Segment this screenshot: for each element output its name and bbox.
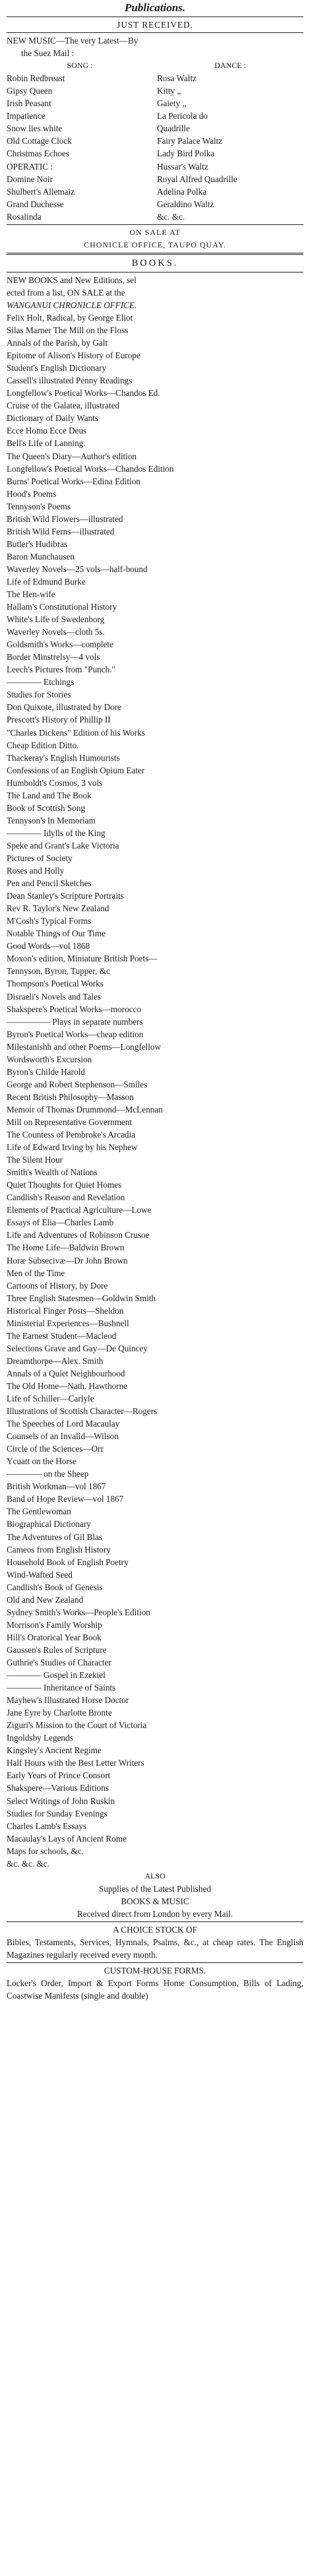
- book-list-item: Pen and Pencil Sketches: [7, 878, 92, 889]
- book-list-item: British Wild Flowers—illustrated: [7, 513, 123, 524]
- books-heading: BOOKS.: [131, 257, 179, 269]
- book-list-item: Household Book of English Poetry: [7, 1557, 129, 1567]
- book-list-item: Half Hours with the Best Letter Writers: [7, 1758, 144, 1768]
- music-intro-line-1: NEW MUSIC—The very Latest—By: [7, 36, 139, 46]
- book-list-item: The Adventures of Gil Blas: [7, 1531, 103, 1542]
- book-list-item: Felix Holt, Radical, by George Eliot: [7, 312, 133, 323]
- book-list-item: Tennyson's Poems: [7, 501, 71, 511]
- book-list-item: The Queen's Diary—Author's edition: [7, 451, 137, 461]
- book-list-item: The Home Life—Baldwin Brown: [7, 1242, 125, 1253]
- book-list-item: Early Years of Prince Consort: [7, 1770, 111, 1781]
- music-intro: [7, 34, 303, 59]
- music-dance-item: Adelina Polka: [157, 186, 207, 197]
- book-list-item: Ecce Homo Ecce Deus: [7, 426, 87, 436]
- music-dance-item: Hussar's Waltz: [157, 161, 208, 172]
- book-list-item: Hill's Oratorical Year Book: [7, 1632, 102, 1642]
- book-list-item: Annals of the Parish, by Galt: [7, 338, 108, 348]
- book-list-item: Wind-Wafted Seed: [7, 1569, 73, 1580]
- book-list-item: Goldsmith's Works—complete: [7, 639, 113, 650]
- music-song-item: Gipsy Queen: [7, 86, 53, 96]
- book-list-item: Three English Statesmen—Goldwin Smith: [7, 1293, 156, 1303]
- book-list-item: The Countess of Pembroke's Arcadia: [7, 1130, 136, 1140]
- book-list-item: The Earnest Student—Macleod: [7, 1330, 117, 1341]
- book-list-item: Roses and Holly: [7, 866, 65, 876]
- book-list-item: Moxon's edition, Miniature British Poets—: [7, 953, 158, 964]
- book-list-item: Quiet Thoughts for Quiet Homes: [7, 1180, 122, 1190]
- on-sale-line-1: ON SALE AT: [129, 227, 181, 237]
- book-list-item: Cartoons of History, by Dore: [7, 1280, 108, 1291]
- book-list-item: ———— Gospel in Ezekiel: [7, 1670, 106, 1681]
- music-list: [7, 59, 303, 72]
- divider: [7, 16, 303, 17]
- book-list-item: Pictures of Society: [7, 853, 73, 863]
- books-intro-line-1: NEW BOOKS and New Editions, sel: [7, 274, 137, 285]
- supplies-line-2: BOOKS & MUSIC: [121, 1896, 189, 1906]
- book-list-item: Byron's Childe Harold: [7, 1066, 85, 1077]
- double-divider: [7, 253, 303, 255]
- book-list-item: Wordsworth's Excursion: [7, 1054, 92, 1064]
- book-list-item: Macaulay's Lays of Ancient Rome: [7, 1833, 127, 1844]
- book-list-item: Essays of Elia—Charles Lamb: [7, 1217, 114, 1228]
- book-list-item: Cameos from English History: [7, 1544, 111, 1555]
- book-list-item: Book of Scottish Song: [7, 802, 86, 813]
- book-list-item: Thackeray's English Humourists: [7, 752, 120, 763]
- book-list-item: Selections Grave and Gay—De Quincey: [7, 1343, 148, 1353]
- book-list-item: Sydney Smith's Works—People's Edition: [7, 1607, 150, 1617]
- book-list-item: Illustrations of Scottish Character—Rogers: [7, 1406, 158, 1417]
- book-list-item: Student's English Dictionary: [7, 363, 107, 373]
- book-list-item: Life of Edward Irving by his Nephew: [7, 1142, 138, 1153]
- choice-text: Bibles, Testaments, Services, Hymnals, Psalms, &c., at cheap rates. The English Magazines regularly received every month.: [7, 1937, 303, 1960]
- book-list-item: Ycuatt on the Horse: [7, 1456, 77, 1467]
- book-list-item: The Land and The Book: [7, 790, 92, 800]
- book-list-item: Life of Schiller—Carlyle: [7, 1394, 94, 1404]
- book-list-item: Horæ Subsecivæ—Dr John Brown: [7, 1255, 128, 1266]
- supplies-line-1: Supplies of the Latest Published: [99, 1883, 211, 1894]
- music-rows: [7, 72, 303, 223]
- books-intro-line-2: ected from a list, ON SALE at the: [7, 287, 125, 298]
- book-list-item: Charles Lamb's Essays: [7, 1820, 87, 1831]
- book-list-item: The Speeches of Lord Macaulay: [7, 1419, 120, 1429]
- book-list-item: Good Words—vol 1868: [7, 941, 90, 951]
- music-intro-line-2: the Suez Mail :: [21, 48, 75, 59]
- book-list-item: Speke and Grant's Lake Victoria: [7, 840, 119, 851]
- music-song-item: OPERATIC :: [7, 161, 53, 172]
- book-list-item: Ingoldsby Legends: [7, 1733, 73, 1743]
- music-song-item: Rosalinda: [7, 211, 42, 222]
- book-list-item: Border Minstrelsy—4 vols: [7, 652, 100, 662]
- book-list-item: British Workman—vol 1867: [7, 1481, 106, 1492]
- music-dance-item: &c. &c.: [157, 211, 185, 222]
- book-list-item: Studies for Sunday Evenings: [7, 1808, 108, 1819]
- book-list-item: Dreamthorpe—Alex. Smith: [7, 1355, 104, 1366]
- book-list-item: Memoir of Thomas Drummond—McLennan: [7, 1104, 163, 1114]
- book-list-item: Mayhew's Illustrated Horse Doctor: [7, 1695, 129, 1706]
- music-song-item: Snow lies white: [7, 123, 63, 134]
- book-list-item: Morrison's Family Worship: [7, 1619, 102, 1630]
- book-list-item: Recent British Philosophy—Masson: [7, 1091, 134, 1102]
- book-list-item: Silas Marner The Mill on the Floss: [7, 325, 129, 336]
- book-list-item: The Old Home—Nath. Hawthorne: [7, 1380, 128, 1391]
- music-dance-item: La Pericola do: [157, 111, 208, 121]
- book-list-item: Annals of a Quiet Neighbourhood: [7, 1368, 125, 1378]
- book-list-item: George and Robert Stephenson—Smiles: [7, 1079, 148, 1089]
- book-list-item: Ziguri's Mission to the Court of Victoria: [7, 1720, 147, 1731]
- book-list-item: Mill on Representative Government: [7, 1116, 133, 1127]
- book-list-item: Disraeli's Novels and Tales: [7, 991, 101, 1002]
- divider: [7, 1962, 303, 1963]
- book-list-item: White's Life of Swedenborg: [7, 614, 105, 625]
- book-list-item: The Hen-wife: [7, 589, 55, 600]
- book-list-item: Hallam's Constitutional History: [7, 602, 117, 612]
- book-list-item: Waverley Novels—25 vols—half-bound: [7, 564, 148, 574]
- book-list-item: Rev R. Taylor's New Zealand: [7, 903, 109, 914]
- book-list-item: Circle of the Sciences—Orr: [7, 1444, 104, 1454]
- book-list-item: Bell's Life of Lanning.: [7, 438, 86, 449]
- book-list-item: Candlish's Book of Genesis: [7, 1582, 103, 1592]
- divider: [7, 32, 303, 33]
- book-list-item: Prescott's History of Phillip II: [7, 715, 111, 725]
- music-song-item: Shulbert's Allemaiz: [7, 186, 75, 197]
- book-list-item: Old and New Zealand: [7, 1594, 84, 1605]
- book-list-item: Epitome of Alison's History of Europe: [7, 350, 140, 361]
- book-list-item: Leech's Pictures from "Punch.": [7, 664, 115, 675]
- book-list-item: Cassell's illustrated Penny Readings: [7, 375, 133, 386]
- book-list-item: Kingsley's Ancient Regime: [7, 1745, 102, 1756]
- also-label: ALSO: [144, 1871, 166, 1881]
- book-list-item: Ministerial Experiences—Bushnell: [7, 1318, 129, 1328]
- book-list-item: Tennyson, Byron, Tupper, &c: [7, 966, 110, 977]
- music-dance-item: Quadrille: [157, 123, 190, 134]
- book-list-item: Tennyson's In Memoriam: [7, 815, 96, 825]
- book-list-item: ———— Etchings: [7, 677, 75, 688]
- music-song-item: Impatience: [7, 111, 46, 121]
- book-list-item: Thompson's Poetical Works: [7, 979, 104, 989]
- column-title: Publications.: [124, 1, 186, 14]
- book-list-item: Gaussen's Rules of Scripture: [7, 1644, 107, 1655]
- book-list-item: The Gentlewoman: [7, 1506, 71, 1517]
- book-list-item: Cruise of the Galatea, illustrated: [7, 401, 120, 411]
- music-dance-item: Royal Alfred Quadrille: [157, 174, 237, 184]
- book-list-item: Baron Munchausen: [7, 551, 75, 562]
- book-list-item: Smith's Wealth of Nations: [7, 1167, 98, 1178]
- music-header-song: SONG :: [67, 61, 93, 71]
- book-list-item: ———— Inheritance of Saints: [7, 1683, 116, 1693]
- divider: [7, 224, 303, 225]
- book-list-item: Jane Eyre by Charlotte Bronte: [7, 1708, 112, 1718]
- book-list-item: Elements of Practical Agriculture—Lowe: [7, 1205, 152, 1215]
- books-intro: [7, 274, 303, 311]
- book-list-item: Candlish's Reason and Revelation: [7, 1192, 125, 1203]
- music-dance-item: Rosa Waltz: [157, 73, 197, 84]
- book-list-item: ————— Plays in separate numbers: [7, 1016, 143, 1027]
- book-list-item: Waverley Novels—cloth 5s.: [7, 627, 105, 637]
- book-list-item: British Wild Ferns—illustrated: [7, 526, 115, 536]
- book-list-item: Men of the Time: [7, 1268, 65, 1278]
- book-list-item: Byron's Poetical Works—cheap edition: [7, 1029, 144, 1039]
- music-dance-item: Geraldino Waltz: [157, 199, 214, 209]
- on-sale-line-2: CHONICLE OFFICE, TAUPO QUAY.: [84, 240, 226, 249]
- book-list-item: Band of Hope Review—vol 1867: [7, 1494, 124, 1504]
- music-song-item: Irish Peasant: [7, 98, 51, 109]
- book-list-item: Life of Edmund Burke: [7, 576, 86, 587]
- just-received-heading: JUST RECEIVED.: [117, 20, 193, 30]
- book-list-item: Cheap Edition Ditto.: [7, 740, 79, 750]
- music-song-item: Domine Noir: [7, 174, 53, 184]
- book-list-item: Dean Stanley's Scripture Portraits: [7, 891, 124, 901]
- book-list-item: Notable Things of Our Time: [7, 928, 106, 939]
- music-dance-item: Lady Bird Polka: [157, 148, 215, 159]
- music-header-dance: DANCE :: [214, 61, 246, 71]
- book-list-item: Select Writings of John Ruskin: [7, 1795, 115, 1806]
- book-list-item: "Charles Dickens" Edition of his Works: [7, 727, 145, 738]
- book-list-item: Counsels of an Invalid—Wilson: [7, 1431, 119, 1442]
- music-song-item: Grand Duchesse: [7, 199, 64, 209]
- divider: [7, 272, 303, 273]
- books-intro-line-3: WANGANUI CHRONICLE OFFICE.: [7, 300, 137, 310]
- book-list-item: &c. &c. &c.: [7, 1858, 49, 1869]
- book-list-item: Historical Finger Posts—Sheldon: [7, 1305, 124, 1316]
- supplies-line-3: Received direct from London by every Mail.: [77, 1908, 233, 1919]
- book-list-item: Humboldt's Cosmos, 3 vols: [7, 777, 103, 788]
- forms-text: Locker's Order, Import & Export Forms Home Consumption, Bills of Lading, Coastwise Manifests (single and double): [7, 1978, 303, 2001]
- book-list-item: ———— on the Sheep: [7, 1469, 89, 1479]
- music-song-item: Old Cottage Clock: [7, 136, 72, 146]
- music-dance-item: Kitty „: [157, 86, 181, 96]
- music-dance-item: Fairy Palace Waltz: [157, 136, 223, 146]
- choice-heading: A CHOICE STOCK OF: [113, 1924, 197, 1935]
- book-list-item: Studies for Stories: [7, 690, 71, 700]
- music-song-item: Robin Redbreast: [7, 73, 65, 84]
- book-list-item: Life and Adventures of Robinson Crusoe: [7, 1230, 150, 1240]
- book-list-item: Guthrie's Studies of Character: [7, 1658, 111, 1667]
- book-list-item: ———— Idylls of the King: [7, 827, 106, 838]
- book-list-item: Biographical Dictionary: [7, 1519, 91, 1530]
- book-list-item: Shakspere—Various Editions: [7, 1783, 109, 1793]
- book-list-item: Milestanishh and other Poems—Longfellow: [7, 1041, 162, 1052]
- books-list: [7, 311, 303, 1870]
- music-song-item: Christmas Echoes: [7, 148, 69, 159]
- book-list-item: Hood's Poems: [7, 488, 57, 499]
- book-list-item: Dictionary of Daily Wants: [7, 413, 98, 424]
- book-list-item: Burns' Poetical Works—Edina Edition: [7, 476, 140, 486]
- forms-heading: CUSTOM-HOUSE FORMS.: [104, 1966, 206, 1976]
- book-list-item: Don Quixote, illustrated by Dore: [7, 702, 121, 713]
- book-list-item: Maps for schools, &c.: [7, 1846, 84, 1856]
- music-dance-item: Gaiety „: [157, 98, 187, 109]
- book-list-item: Shakspere's Poetical Works—morocco: [7, 1004, 141, 1014]
- book-list-item: M'Cosh's Typical Forms: [7, 916, 92, 926]
- divider: [7, 1921, 303, 1922]
- book-list-item: Butler's Hudibras: [7, 538, 68, 549]
- book-list-item: The Silent Hour: [7, 1155, 63, 1165]
- book-list-item: Confessions of an English Opium Eater: [7, 765, 145, 775]
- book-list-item: Longfellow's Poetical Works—Chandos Edition: [7, 463, 174, 474]
- book-list-item: Longfellow's Poetical Works—Chandos Ed.: [7, 388, 160, 399]
